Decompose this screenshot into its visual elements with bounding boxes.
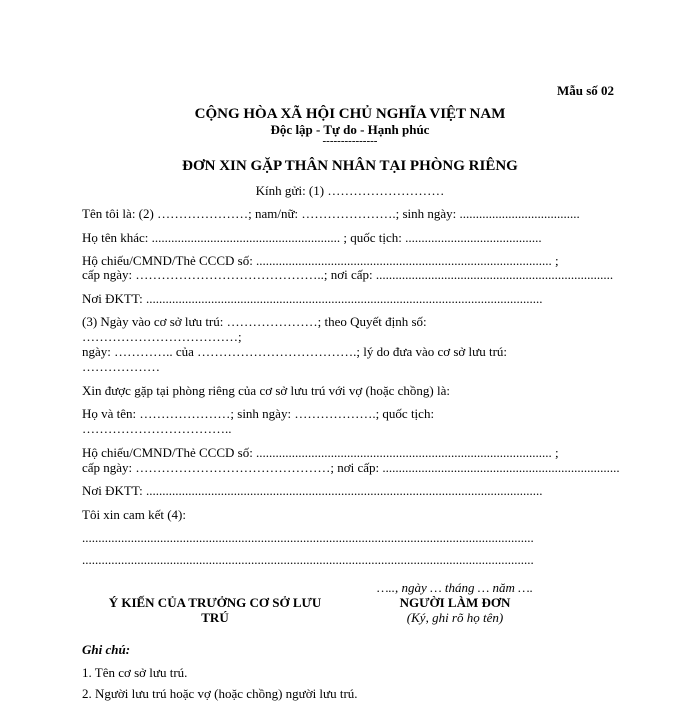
applicant-sign-note: (Ký, ghi rõ họ tên) <box>406 610 504 625</box>
form-number: Mẫu số 02 <box>557 83 615 98</box>
decision-number-line: ………………………………; <box>82 329 242 344</box>
other-name-line: Họ tên khác: .......................................................... ; quốc tịch: .......................................... <box>82 230 542 245</box>
passport-line: Hộ chiếu/CMND/Thẻ CCCD số: ........................................................................................... ; <box>82 253 559 268</box>
commitment-dots-1: ........................................................................................................................................... <box>82 530 534 545</box>
commitment-dots-2: ........................................................................................................................................... <box>82 552 534 567</box>
national-header: CỘNG HÒA XÃ HỘI CHỦ NGHĨA VIỆT NAM <box>194 106 506 122</box>
head-opinion-title: Ý KIẾN CỦA TRƯỞNG CƠ SỞ LƯU <box>108 595 322 610</box>
request-line: Xin được gặp tại phòng riêng của cơ sở lưu trú với vợ (hoặc chồng) là: <box>82 383 450 398</box>
entry-reason-cont-line: ……………… <box>82 359 160 374</box>
spouse-passport-line: Hộ chiếu/CMND/Thẻ CCCD số: ........................................................................................... ; <box>82 445 559 460</box>
applicant-name-line: Tên tôi là: (2) …………………; nam/nữ: ………………….; sinh ngày: ..................................... <box>82 206 580 221</box>
applicant-title: NGƯỜI LÀM ĐƠN <box>399 595 511 610</box>
motto-divider: --------------- <box>322 135 378 147</box>
motto: Độc lập - Tự do - Hạnh phúc <box>270 122 430 137</box>
greeting: Kính gửi: (1) ……………………… <box>255 183 445 198</box>
spouse-residence-line: Nơi ĐKTT: .......................................................................................................................... <box>82 483 543 498</box>
entry-date-line: (3) Ngày vào cơ sở lưu trú: …………………; theo Quyết định số: <box>82 314 427 329</box>
entry-reason-line: ngày: ………….. của ……………………………….; lý do đưa vào cơ sở lưu trú: <box>82 344 508 359</box>
commitment-line: Tôi xin cam kết (4): <box>82 507 186 522</box>
sign-date: ….., ngày … tháng … năm …. <box>376 580 533 595</box>
spouse-name-line: Họ và tên: …………………; sinh ngày: ……………….; quốc tịch: <box>82 406 435 421</box>
spouse-issue-line: cấp ngày: ………………………………………; nơi cấp: ......................................................................... <box>82 460 620 475</box>
note-item-1: 1. Tên cơ sở lưu trú. <box>82 665 188 680</box>
residence-line: Nơi ĐKTT: .......................................................................................................................... <box>82 291 543 306</box>
document-title: ĐƠN XIN GẶP THÂN NHÂN TẠI PHÒNG RIÊNG <box>182 158 518 174</box>
note-item-2: 2. Người lưu trú hoặc vợ (hoặc chồng) người lưu trú. <box>82 686 358 701</box>
spouse-nationality-line: …………………………….. <box>82 421 232 436</box>
notes-heading: Ghi chú: <box>82 642 131 657</box>
issue-line: cấp ngày: ……………………………………..; nơi cấp: ......................................................................... <box>82 267 614 282</box>
head-opinion-title-cont: TRÚ <box>201 610 229 625</box>
